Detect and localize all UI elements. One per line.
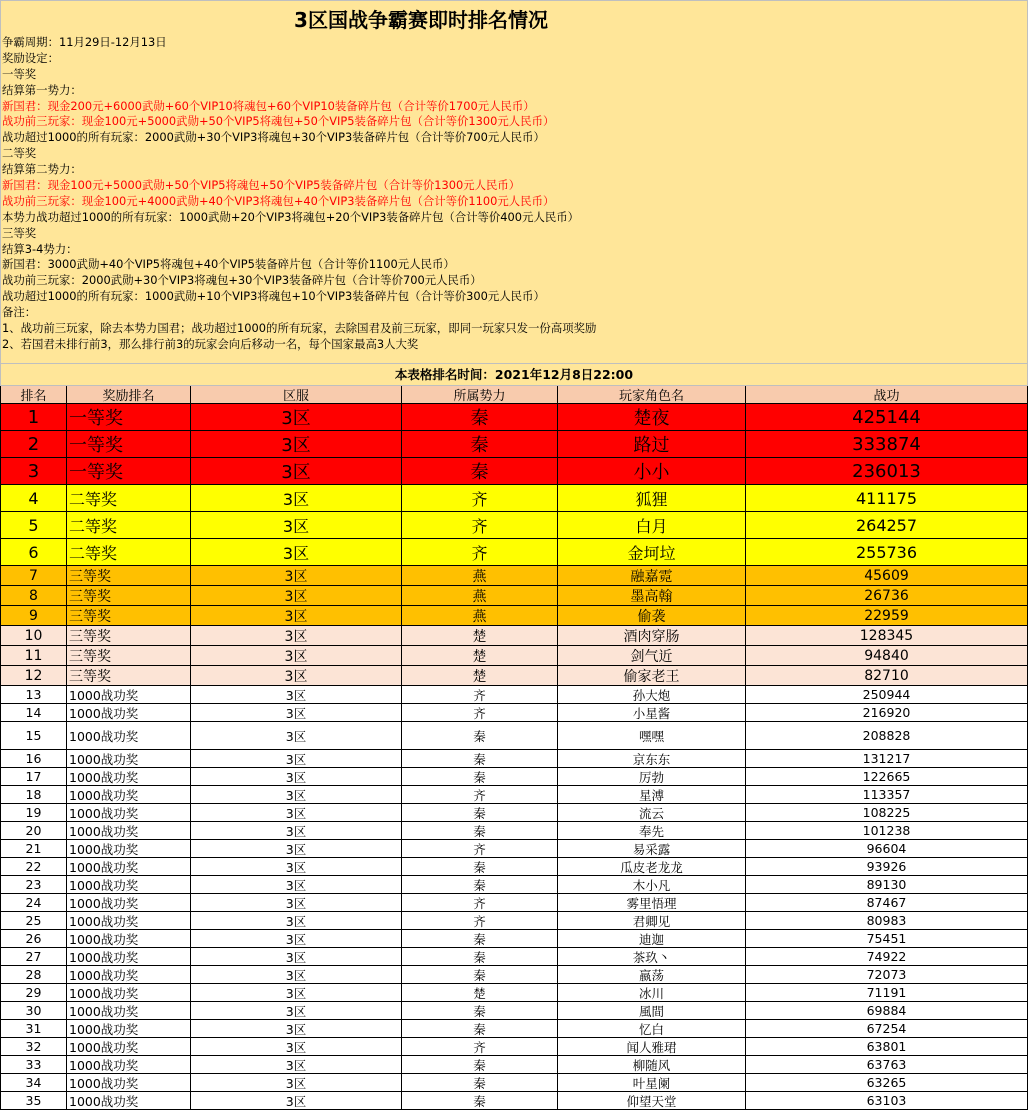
cell-player-name[interactable]: 迪迦 (558, 930, 746, 948)
table-row (0, 458, 1028, 485)
cell-award[interactable]: 1000战功奖 (67, 876, 191, 894)
cell-faction[interactable]: 燕 (402, 566, 558, 586)
cell-award[interactable]: 二等奖 (67, 485, 191, 512)
cell-zone[interactable]: 3区 (191, 894, 402, 912)
cell-zone[interactable]: 3区 (191, 431, 402, 458)
cell-faction[interactable]: 齐 (402, 539, 558, 566)
cell-zone[interactable]: 3区 (191, 704, 402, 722)
cell-rank[interactable]: 32 (0, 1038, 67, 1056)
cell-award[interactable]: 三等奖 (67, 586, 191, 606)
info-block (0, 0, 1028, 364)
cell-award[interactable]: 一等奖 (67, 431, 191, 458)
info-line[interactable]: 新国君：3000武勋+40个VIP5将魂包+40个VIP5装备碎片包（合计等价1100元人民币） (2, 257, 455, 272)
cell-rank[interactable]: 10 (0, 626, 67, 646)
table-row (0, 704, 1028, 722)
cell-power[interactable]: 69884 (746, 1002, 1028, 1020)
header-power[interactable]: 战功 (746, 386, 1028, 404)
cell-award[interactable]: 1000战功奖 (67, 948, 191, 966)
header-player-name[interactable]: 玩家角色名 (558, 386, 746, 404)
cell-power[interactable]: 411175 (746, 485, 1028, 512)
cell-zone[interactable]: 3区 (191, 966, 402, 984)
cell-power[interactable]: 67254 (746, 1020, 1028, 1038)
cell-player-name[interactable]: 偷家老王 (558, 666, 746, 686)
cell-power[interactable]: 63265 (746, 1074, 1028, 1092)
cell-award[interactable]: 1000战功奖 (67, 1038, 191, 1056)
info-line[interactable]: 新国君：现金200元+6000武勋+60个VIP10将魂包+60个VIP10装备碎片包（合计等价1700元人民币） (2, 98, 535, 113)
info-line[interactable]: 二等奖 (2, 146, 37, 161)
cell-power[interactable]: 108225 (746, 804, 1028, 822)
table-row (0, 840, 1028, 858)
table-row (0, 1020, 1028, 1038)
cell-zone[interactable]: 3区 (191, 606, 402, 626)
cell-faction[interactable]: 楚 (402, 626, 558, 646)
cell-award[interactable]: 二等奖 (67, 539, 191, 566)
cell-award[interactable]: 1000战功奖 (67, 822, 191, 840)
cell-rank[interactable]: 16 (0, 750, 67, 768)
cell-player-name[interactable]: 白月 (558, 512, 746, 539)
info-line[interactable]: 战功前三玩家：2000武勋+30个VIP3将魂包+30个VIP3装备碎片包（合计等价700元人民币） (2, 273, 482, 288)
cell-zone[interactable]: 3区 (191, 1092, 402, 1110)
cell-player-name[interactable]: 楚夜 (558, 404, 746, 431)
cell-zone[interactable]: 3区 (191, 804, 402, 822)
cell-award[interactable]: 二等奖 (67, 512, 191, 539)
cell-power[interactable]: 63801 (746, 1038, 1028, 1056)
cell-power[interactable]: 87467 (746, 894, 1028, 912)
table-row (0, 722, 1028, 750)
info-line[interactable]: 新国君：现金100元+5000武勋+50个VIP5将魂包+50个VIP5装备碎片包（合计等价1300元人民币） (2, 178, 521, 193)
cell-award[interactable]: 1000战功奖 (67, 750, 191, 768)
table-row (0, 804, 1028, 822)
cell-award[interactable]: 三等奖 (67, 626, 191, 646)
cell-faction[interactable]: 齐 (402, 840, 558, 858)
table-row (0, 512, 1028, 539)
cell-faction[interactable]: 楚 (402, 984, 558, 1002)
cell-zone[interactable]: 3区 (191, 948, 402, 966)
table-row (0, 1056, 1028, 1074)
info-line[interactable]: 战功前三玩家：现金100元+5000武勋+50个VIP5将魂包+50个VIP5装备碎片包（合计等价1300元人民币） (2, 114, 555, 129)
cell-faction[interactable]: 秦 (402, 1056, 558, 1074)
table-row (0, 984, 1028, 1002)
cell-power[interactable]: 250944 (746, 686, 1028, 704)
cell-faction[interactable]: 秦 (402, 431, 558, 458)
cell-zone[interactable]: 3区 (191, 984, 402, 1002)
cell-zone[interactable]: 3区 (191, 1002, 402, 1020)
cell-zone[interactable]: 3区 (191, 822, 402, 840)
cell-award[interactable]: 1000战功奖 (67, 722, 191, 750)
info-line[interactable]: 战功超过1000的所有玩家：1000武勋+10个VIP3将魂包+10个VIP3装备碎片包（合计等价300元人民币） (2, 289, 545, 304)
cell-zone[interactable]: 3区 (191, 1020, 402, 1038)
cell-rank[interactable]: 23 (0, 876, 67, 894)
header-zone[interactable]: 区服 (191, 386, 402, 404)
table-row (0, 431, 1028, 458)
cell-rank[interactable]: 14 (0, 704, 67, 722)
cell-player-name[interactable]: 仰望天堂 (558, 1092, 746, 1110)
cell-faction[interactable]: 秦 (402, 1020, 558, 1038)
info-lines (1, 35, 1021, 353)
cell-power[interactable]: 122665 (746, 768, 1028, 786)
cell-faction[interactable]: 秦 (402, 1074, 558, 1092)
cell-faction[interactable]: 秦 (402, 804, 558, 822)
cell-player-name[interactable]: 剑气近 (558, 646, 746, 666)
cell-power[interactable]: 208828 (746, 722, 1028, 750)
cell-power[interactable]: 255736 (746, 539, 1028, 566)
cell-player-name[interactable]: 木小凡 (558, 876, 746, 894)
cell-rank[interactable]: 1 (0, 404, 67, 431)
cell-rank[interactable]: 34 (0, 1074, 67, 1092)
header-rank[interactable]: 排名 (0, 386, 67, 404)
cell-zone[interactable]: 3区 (191, 768, 402, 786)
cell-power[interactable]: 333874 (746, 431, 1028, 458)
table-row (0, 1074, 1028, 1092)
cell-player-name[interactable]: 融嘉霓 (558, 566, 746, 586)
cell-faction[interactable]: 秦 (402, 1092, 558, 1110)
table-row (0, 566, 1028, 586)
info-line[interactable]: 战功超过1000的所有玩家：2000武勋+30个VIP3将魂包+30个VIP3装备碎片包（合计等价700元人民币） (2, 130, 545, 145)
cell-rank[interactable]: 20 (0, 822, 67, 840)
cell-rank[interactable]: 30 (0, 1002, 67, 1020)
table-row (0, 912, 1028, 930)
cell-faction[interactable]: 秦 (402, 404, 558, 431)
table-row (0, 750, 1028, 768)
cell-zone[interactable]: 3区 (191, 786, 402, 804)
page-title: 3区国战争霸赛即时排名情况 (294, 8, 548, 32)
cell-zone[interactable]: 3区 (191, 858, 402, 876)
cell-rank[interactable]: 26 (0, 930, 67, 948)
table-row (0, 485, 1028, 512)
table-row (0, 1002, 1028, 1020)
cell-zone[interactable]: 3区 (191, 512, 402, 539)
cell-player-name[interactable]: 叶星阑 (558, 1074, 746, 1092)
cell-rank[interactable]: 28 (0, 966, 67, 984)
table-row (0, 1092, 1028, 1110)
cell-power[interactable]: 96604 (746, 840, 1028, 858)
cell-rank[interactable]: 11 (0, 646, 67, 666)
cell-faction[interactable]: 秦 (402, 858, 558, 876)
cell-rank[interactable]: 4 (0, 485, 67, 512)
cell-rank[interactable]: 25 (0, 912, 67, 930)
info-line[interactable]: 本势力战功超过1000的所有玩家：1000武勋+20个VIP3将魂包+20个VIP3装备碎片包（合计等价400元人民币） (2, 209, 580, 224)
cell-power[interactable]: 45609 (746, 566, 1028, 586)
cell-faction[interactable]: 秦 (402, 966, 558, 984)
table-row (0, 404, 1028, 431)
cell-zone[interactable]: 3区 (191, 750, 402, 768)
cell-faction[interactable]: 齐 (402, 704, 558, 722)
cell-power[interactable]: 74922 (746, 948, 1028, 966)
table-row (0, 606, 1028, 626)
cell-player-name[interactable]: 孙大炮 (558, 686, 746, 704)
cell-rank[interactable]: 9 (0, 606, 67, 626)
cell-award[interactable]: 三等奖 (67, 606, 191, 626)
cell-award[interactable]: 三等奖 (67, 646, 191, 666)
cell-zone[interactable]: 3区 (191, 539, 402, 566)
ranking-table (0, 386, 1028, 1110)
table-row (0, 586, 1028, 606)
cell-player-name[interactable]: 狐狸 (558, 485, 746, 512)
cell-faction[interactable]: 燕 (402, 606, 558, 626)
cell-award[interactable]: 1000战功奖 (67, 858, 191, 876)
cell-zone[interactable]: 3区 (191, 1074, 402, 1092)
cell-rank[interactable]: 24 (0, 894, 67, 912)
cell-power[interactable]: 72073 (746, 966, 1028, 984)
table-body (0, 404, 1028, 1110)
cell-award[interactable]: 1000战功奖 (67, 930, 191, 948)
info-line[interactable]: 1、战功前三玩家，除去本势力国君；战功超过1000的所有玩家，去除国君及前三玩家，即同一玩家只发一份高项奖励 (2, 321, 597, 336)
info-line[interactable]: 2、若国君未排行前3，那么排行前3的玩家会向后移动一名，每个国家最高3人大奖 (2, 336, 419, 351)
cell-player-name[interactable]: 冰川 (558, 984, 746, 1002)
info-line[interactable]: 结算第一势力： (2, 82, 82, 97)
cell-player-name[interactable]: 風間 (558, 1002, 746, 1020)
cell-power[interactable]: 113357 (746, 786, 1028, 804)
cell-faction[interactable]: 秦 (402, 930, 558, 948)
cell-zone[interactable]: 3区 (191, 840, 402, 858)
cell-faction[interactable]: 秦 (402, 722, 558, 750)
cell-power[interactable]: 71191 (746, 984, 1028, 1002)
cell-rank[interactable]: 21 (0, 840, 67, 858)
cell-award[interactable]: 1000战功奖 (67, 686, 191, 704)
cell-zone[interactable]: 3区 (191, 686, 402, 704)
cell-award[interactable]: 1000战功奖 (67, 1074, 191, 1092)
cell-zone[interactable]: 3区 (191, 912, 402, 930)
cell-rank[interactable]: 12 (0, 666, 67, 686)
cell-power[interactable]: 216920 (746, 704, 1028, 722)
cell-rank[interactable]: 8 (0, 586, 67, 606)
cell-zone[interactable]: 3区 (191, 930, 402, 948)
table-row (0, 858, 1028, 876)
cell-player-name[interactable]: 奉先 (558, 822, 746, 840)
cell-power[interactable]: 93926 (746, 858, 1028, 876)
header-award[interactable]: 奖励排名 (67, 386, 191, 404)
cell-player-name[interactable]: 金坷垃 (558, 539, 746, 566)
cell-player-name[interactable]: 偷袭 (558, 606, 746, 626)
cell-zone[interactable]: 3区 (191, 666, 402, 686)
cell-faction[interactable]: 秦 (402, 948, 558, 966)
cell-power[interactable]: 80983 (746, 912, 1028, 930)
cell-zone[interactable]: 3区 (191, 722, 402, 750)
table-row (0, 876, 1028, 894)
table-row (0, 948, 1028, 966)
table-row (0, 626, 1028, 646)
cell-faction[interactable]: 齐 (402, 485, 558, 512)
info-line[interactable]: 结算3-4势力： (2, 241, 78, 256)
cell-rank[interactable]: 6 (0, 539, 67, 566)
cell-player-name[interactable]: 墨高翰 (558, 586, 746, 606)
cell-player-name[interactable]: 瓜皮老龙龙 (558, 858, 746, 876)
cell-award[interactable]: 1000战功奖 (67, 786, 191, 804)
table-row (0, 539, 1028, 566)
cell-faction[interactable]: 秦 (402, 768, 558, 786)
cell-power[interactable]: 101238 (746, 822, 1028, 840)
cell-award[interactable]: 三等奖 (67, 666, 191, 686)
cell-rank[interactable]: 7 (0, 566, 67, 586)
ranking-time: 本表格排名时间：2021年12月8日22:00 (0, 364, 1028, 386)
info-line[interactable]: 争霸周期：11月29日-12月13日 (2, 35, 167, 49)
cell-player-name[interactable]: 君卿见 (558, 912, 746, 930)
cell-zone[interactable]: 3区 (191, 566, 402, 586)
cell-player-name[interactable]: 路过 (558, 431, 746, 458)
table-row (0, 822, 1028, 840)
cell-award[interactable]: 1000战功奖 (67, 704, 191, 722)
cell-rank[interactable]: 2 (0, 431, 67, 458)
table-row (0, 966, 1028, 984)
info-line[interactable]: 奖励设定： (2, 50, 59, 65)
cell-player-name[interactable]: 嬴荡 (558, 966, 746, 984)
table-row (0, 786, 1028, 804)
cell-faction[interactable]: 秦 (402, 822, 558, 840)
cell-zone[interactable]: 3区 (191, 458, 402, 485)
cell-player-name[interactable]: 雾里悟理 (558, 894, 746, 912)
cell-zone[interactable]: 3区 (191, 876, 402, 894)
cell-faction[interactable]: 秦 (402, 876, 558, 894)
cell-power[interactable]: 75451 (746, 930, 1028, 948)
cell-award[interactable]: 1000战功奖 (67, 1092, 191, 1110)
cell-award[interactable]: 1000战功奖 (67, 912, 191, 930)
cell-power[interactable]: 26736 (746, 586, 1028, 606)
cell-player-name[interactable]: 京东东 (558, 750, 746, 768)
info-line[interactable]: 一等奖 (2, 66, 37, 81)
cell-award[interactable]: 1000战功奖 (67, 768, 191, 786)
cell-award[interactable]: 1000战功奖 (67, 1056, 191, 1074)
cell-faction[interactable]: 齐 (402, 912, 558, 930)
cell-faction[interactable]: 秦 (402, 1002, 558, 1020)
cell-power[interactable]: 63103 (746, 1092, 1028, 1110)
cell-award[interactable]: 1000战功奖 (67, 804, 191, 822)
cell-zone[interactable]: 3区 (191, 1038, 402, 1056)
cell-player-name[interactable]: 闻人雅珺 (558, 1038, 746, 1056)
cell-player-name[interactable]: 柳随风 (558, 1056, 746, 1074)
cell-power[interactable]: 264257 (746, 512, 1028, 539)
cell-award[interactable]: 1000战功奖 (67, 1020, 191, 1038)
cell-faction[interactable]: 燕 (402, 586, 558, 606)
cell-zone[interactable]: 3区 (191, 404, 402, 431)
table-header-row (0, 386, 1028, 404)
info-line[interactable]: 三等奖 (2, 225, 37, 240)
table-row (0, 646, 1028, 666)
cell-award[interactable]: 1000战功奖 (67, 1002, 191, 1020)
cell-zone[interactable]: 3区 (191, 586, 402, 606)
info-line[interactable]: 备注： (2, 305, 37, 320)
cell-power[interactable]: 131217 (746, 750, 1028, 768)
cell-faction[interactable]: 秦 (402, 458, 558, 485)
cell-zone[interactable]: 3区 (191, 626, 402, 646)
cell-zone[interactable]: 3区 (191, 1056, 402, 1074)
cell-power[interactable]: 22959 (746, 606, 1028, 626)
cell-player-name[interactable]: 厉勃 (558, 768, 746, 786)
cell-power[interactable]: 82710 (746, 666, 1028, 686)
cell-faction[interactable]: 齐 (402, 512, 558, 539)
table-row (0, 666, 1028, 686)
cell-award[interactable]: 1000战功奖 (67, 984, 191, 1002)
cell-rank[interactable]: 29 (0, 984, 67, 1002)
cell-faction[interactable]: 楚 (402, 666, 558, 686)
cell-faction[interactable]: 齐 (402, 1038, 558, 1056)
table-row (0, 686, 1028, 704)
cell-player-name[interactable]: 小小 (558, 458, 746, 485)
cell-faction[interactable]: 齐 (402, 894, 558, 912)
cell-player-name[interactable]: 忆白 (558, 1020, 746, 1038)
cell-rank[interactable]: 5 (0, 512, 67, 539)
cell-power[interactable]: 89130 (746, 876, 1028, 894)
cell-rank[interactable]: 19 (0, 804, 67, 822)
table-row (0, 768, 1028, 786)
cell-rank[interactable]: 17 (0, 768, 67, 786)
cell-power[interactable]: 425144 (746, 404, 1028, 431)
cell-faction[interactable]: 齐 (402, 786, 558, 804)
cell-player-name[interactable]: 易采露 (558, 840, 746, 858)
cell-player-name[interactable]: 嘿嘿 (558, 722, 746, 750)
cell-power[interactable]: 63763 (746, 1056, 1028, 1074)
info-line[interactable]: 战功前三玩家：现金100元+4000武勋+40个VIP3将魂包+40个VIP3装备碎片包（合计等价1100元人民币） (2, 193, 555, 208)
cell-rank[interactable]: 3 (0, 458, 67, 485)
cell-player-name[interactable]: 茶玖丶 (558, 948, 746, 966)
cell-rank[interactable]: 27 (0, 948, 67, 966)
cell-rank[interactable]: 18 (0, 786, 67, 804)
cell-zone[interactable]: 3区 (191, 485, 402, 512)
cell-award[interactable]: 一等奖 (67, 404, 191, 431)
cell-award[interactable]: 1000战功奖 (67, 894, 191, 912)
cell-rank[interactable]: 15 (0, 722, 67, 750)
cell-power[interactable]: 128345 (746, 626, 1028, 646)
cell-rank[interactable]: 31 (0, 1020, 67, 1038)
cell-faction[interactable]: 齐 (402, 686, 558, 704)
cell-player-name[interactable]: 酒肉穿肠 (558, 626, 746, 646)
cell-player-name[interactable]: 小星酱 (558, 704, 746, 722)
cell-award[interactable]: 一等奖 (67, 458, 191, 485)
info-line[interactable]: 结算第二势力： (2, 162, 82, 177)
header-faction[interactable]: 所属势力 (402, 386, 558, 404)
table-row (0, 930, 1028, 948)
cell-rank[interactable]: 35 (0, 1092, 67, 1110)
cell-award[interactable]: 1000战功奖 (67, 840, 191, 858)
cell-award[interactable]: 1000战功奖 (67, 966, 191, 984)
cell-faction[interactable]: 秦 (402, 750, 558, 768)
cell-rank[interactable]: 22 (0, 858, 67, 876)
cell-power[interactable]: 236013 (746, 458, 1028, 485)
cell-faction[interactable]: 楚 (402, 646, 558, 666)
cell-zone[interactable]: 3区 (191, 646, 402, 666)
cell-player-name[interactable]: 流云 (558, 804, 746, 822)
cell-rank[interactable]: 33 (0, 1056, 67, 1074)
cell-rank[interactable]: 13 (0, 686, 67, 704)
table-row (0, 1038, 1028, 1056)
cell-award[interactable]: 三等奖 (67, 566, 191, 586)
cell-power[interactable]: 94840 (746, 646, 1028, 666)
table-row (0, 894, 1028, 912)
cell-player-name[interactable]: 星溥 (558, 786, 746, 804)
